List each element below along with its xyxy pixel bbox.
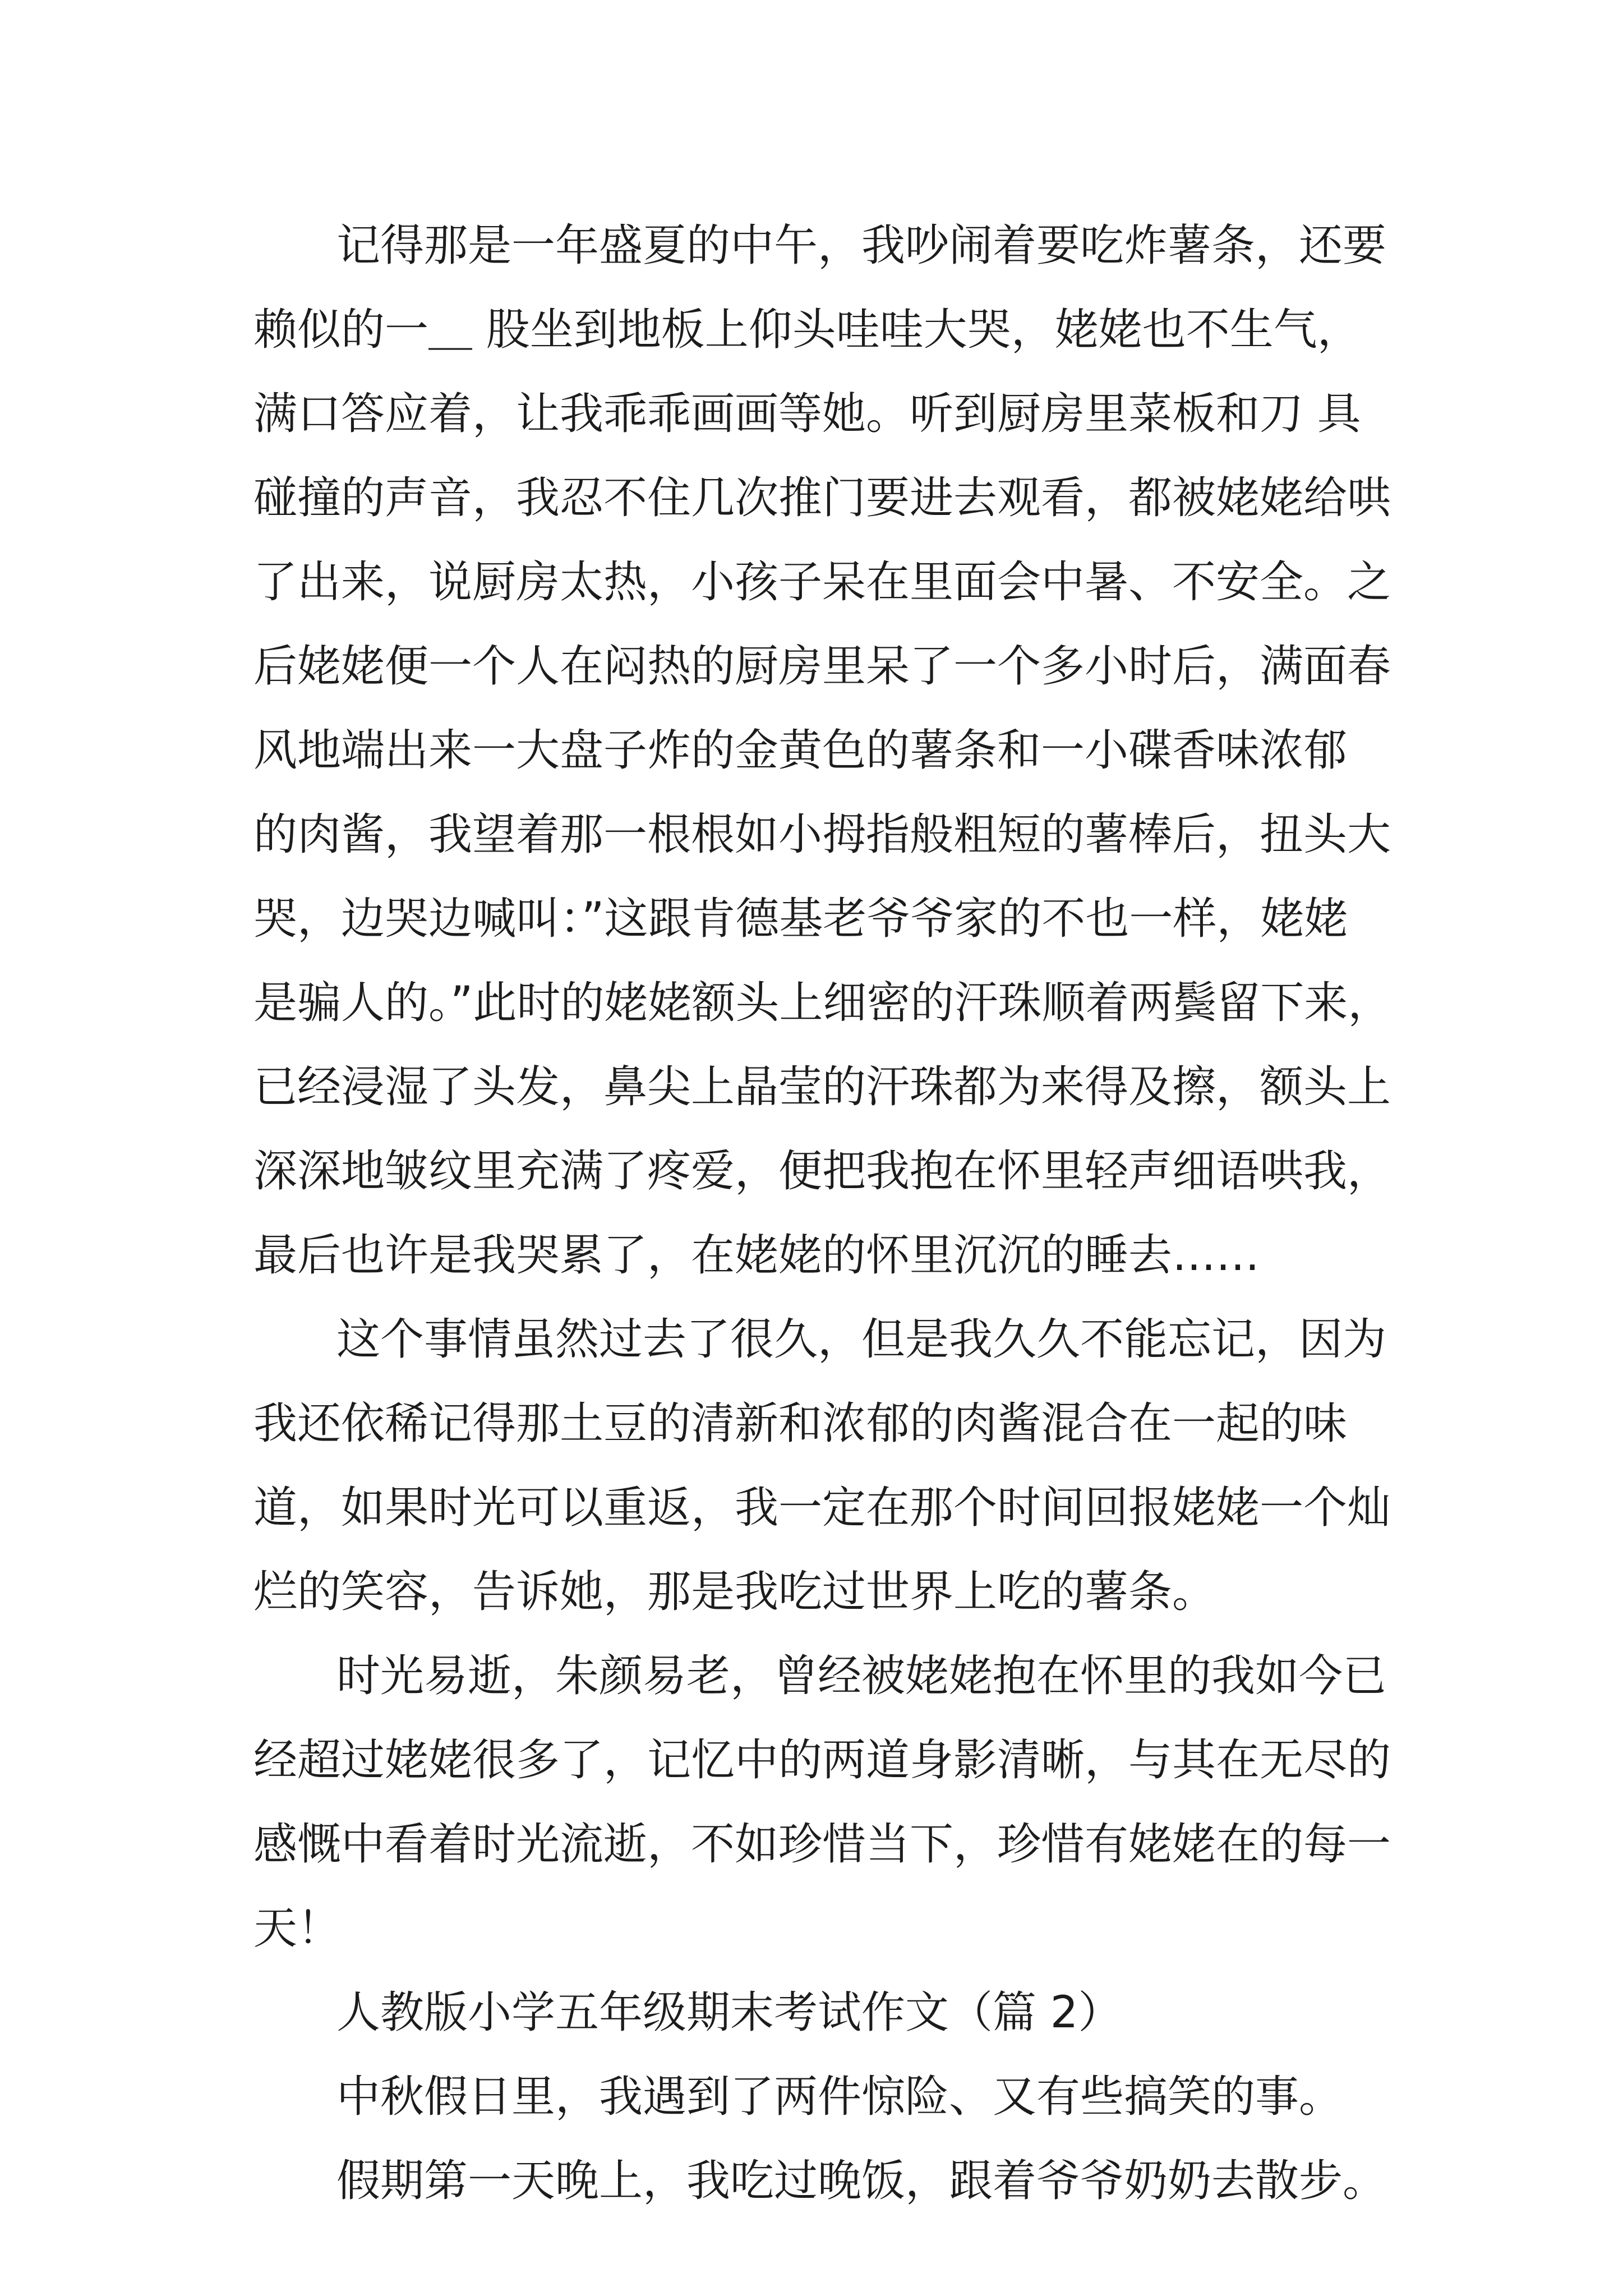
text-line: 感慨中看着时光流逝，不如珍惜当下，珍惜有姥姥在的每一 (253, 1819, 1391, 1870)
text-line: 中秋假日里，我遇到了两件惊险、又有些搞笑的事。 (336, 2072, 1343, 2122)
section-heading: 人教版小学五年级期末考试作文（篇 2） (336, 1987, 1122, 2038)
text-line: 我还依稀记得那土豆的清新和浓郁的肉酱混合在一起的味 (253, 1398, 1348, 1449)
text-line: 时光易逝，朱颜易老，曾经被姥姥抱在怀里的我如今已 (336, 1651, 1387, 1701)
text-line: 碰撞的声音，我忍不住几次推门要进去观看，都被姥姥给哄 (253, 473, 1391, 523)
text-line: 的肉酱，我望着那一根根如小拇指般粗短的薯棒后，扭头大 (253, 809, 1391, 860)
text-line: 后姥姥便一个人在闷热的厨房里呆了一个多小时后，满面春 (253, 641, 1391, 692)
text-line: 记得那是一年盛夏的中午，我吵闹着要吃炸薯条，还要 (336, 220, 1387, 271)
text-line: 假期第一天晚上，我吃过晚饭，跟着爷爷奶奶去散步。 (336, 2156, 1387, 2206)
text-line: 烂的笑容，告诉她，那是我吃过世界上吃的薯条。 (253, 1567, 1216, 1617)
text-line: 经超过姥姥很多了，记忆中的两道身影清晰，与其在无尽的 (253, 1735, 1391, 1786)
text-line: 哭，边哭边喊叫：”这跟肯德基老爷爷家的不也一样，姥姥 (253, 894, 1348, 944)
text-line: 深深地皱纹里充满了疼爱，便把我抱在怀里轻声细语哄我， (253, 1146, 1391, 1197)
text-line: 了出来，说厨房太热，小孩子呆在里面会中暑、不安全。之 (253, 557, 1391, 608)
text-line: 天！ (253, 1903, 342, 1954)
text-line: 道，如果时光可以重返，我一定在那个时间回报姥姥一个灿 (253, 1483, 1391, 1533)
text-line: 赖似的一＿ 股坐到地板上仰头哇哇大哭，姥姥也不生气， (253, 305, 1361, 355)
text-line: 已经浸湿了头发，鼻尖上晶莹的汗珠都为来得及擦，额头上 (253, 1062, 1391, 1112)
text-line: 风地端出来一大盘子炸的金黄色的薯条和一小碟香味浓郁 (253, 725, 1348, 776)
text-line: 是骗人的。”此时的姥姥额头上细密的汗珠顺着两鬓留下来， (253, 978, 1392, 1028)
text-line: 最后也许是我哭累了，在姥姥的怀里沉沉的睡去…… (253, 1230, 1260, 1281)
text-line: 这个事情虽然过去了很久，但是我久久不能忘记，因为 (336, 1314, 1387, 1365)
text-line: 满口答应着，让我乖乖画画等她。听到厨房里菜板和刀 具 (253, 389, 1361, 439)
